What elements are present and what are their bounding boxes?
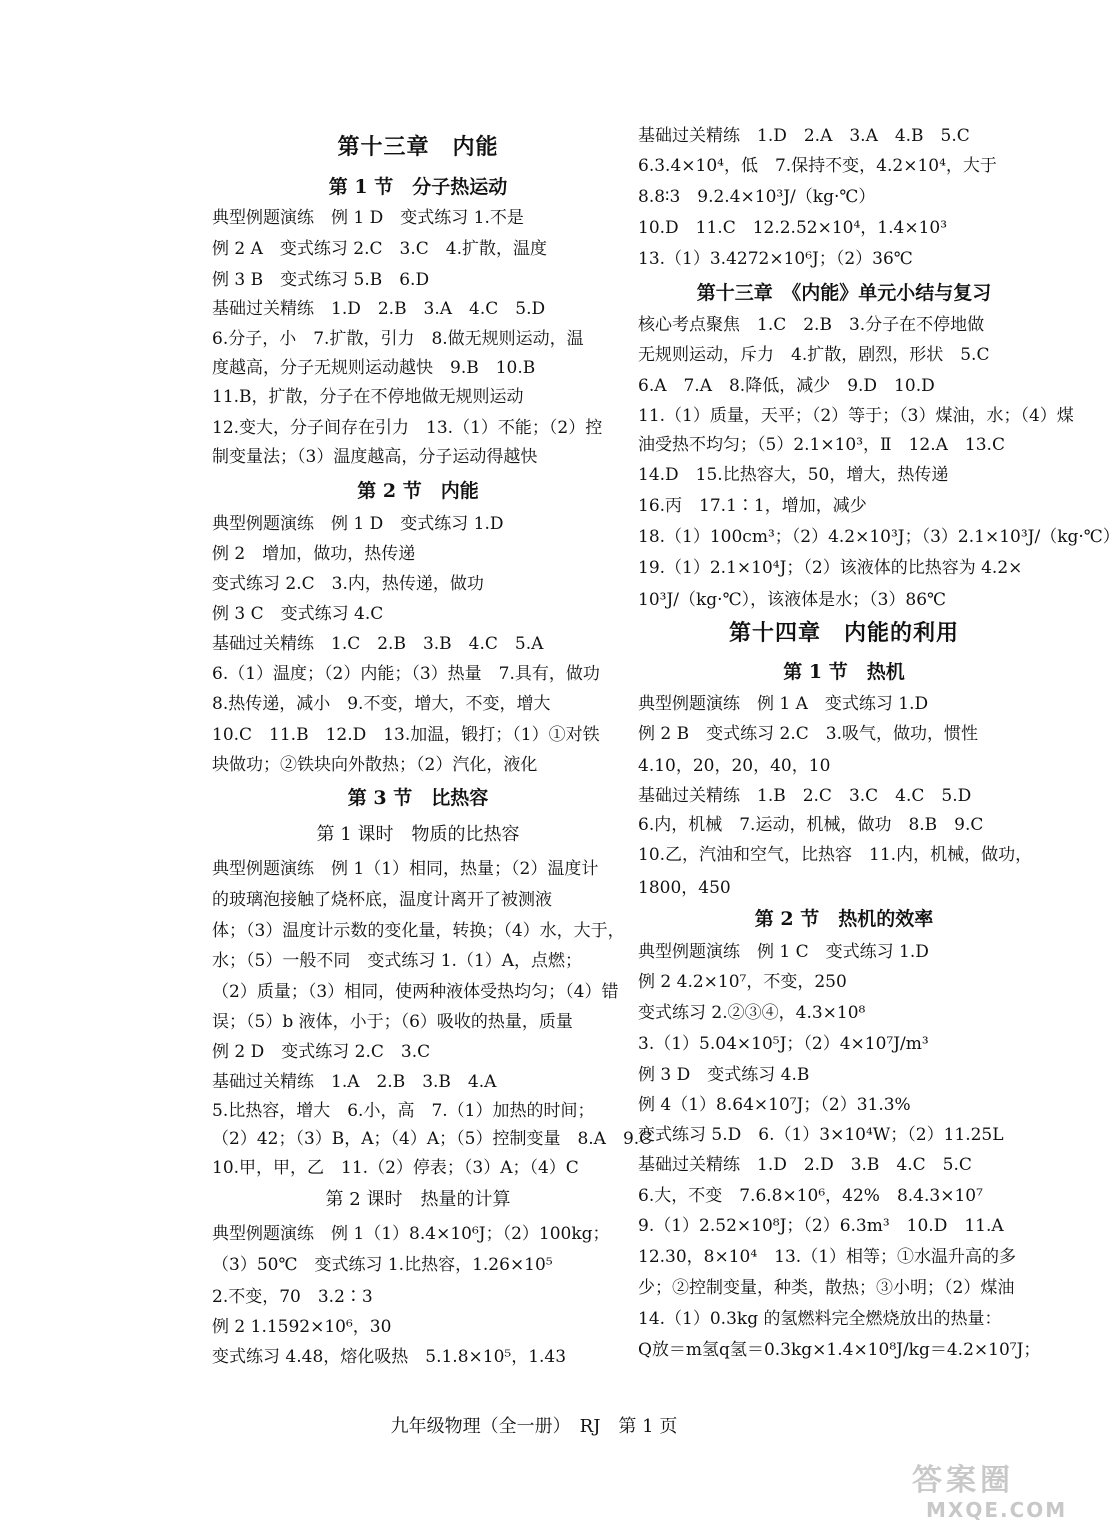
answer-line: 例 4（1）8.64×10⁷J；（2）31.3% <box>638 1095 911 1115</box>
answer-line: 例 2 增加，做功，热传递 <box>212 544 416 564</box>
answer-line: 18.（1）100cm³；（2）4.2×10³J；（3）2.1×10³J/（kg·℃） <box>638 527 1120 547</box>
answer-line: 典型例题演练 例 1（1）8.4×10⁶J；（2）100kg； <box>212 1224 610 1244</box>
answer-line: 10³J/（kg·℃），该液体是水；（3）86℃ <box>638 590 947 610</box>
answer-line: 变式练习 2.C 3.内，热传递，做功 <box>212 574 484 594</box>
answer-line: 误；（5）b 液体，小于；（6）吸收的热量，质量 <box>212 1012 573 1032</box>
answer-line: 典型例题演练 例 1 D 变式练习 1.D <box>212 514 504 534</box>
answer-line: （3）50℃ 变式练习 1.比热容，1.26×10⁵ <box>212 1255 553 1275</box>
answer-line: 10.C 11.B 12.D 13.加温，锻打；（1）①对铁 <box>212 725 600 745</box>
answer-line: 典型例题演练 例 1 D 变式练习 1.不是 <box>212 208 524 228</box>
answer-line: 9.（1）2.52×10⁸J；（2）6.3m³ 10.D 11.A <box>638 1216 1004 1236</box>
answer-line: （2）42；（3）B，A；（4）A；（5）控制变量 8.A 9.C <box>212 1129 653 1149</box>
answer-line: 典型例题演练 例 1 A 变式练习 1.D <box>638 694 929 714</box>
answer-line: 基础过关精练 1.D 2.D 3.B 4.C 5.C <box>638 1155 972 1175</box>
lesson-1-title: 第 1 课时 物质的比热容 <box>316 824 520 845</box>
answer-line: 变式练习 2.②③④，4.3×10⁸ <box>638 1003 866 1023</box>
answer-line: 例 2 4.2×10⁷，不变，250 <box>638 972 847 992</box>
lesson-2-title: 第 2 课时 热量的计算 <box>325 1189 511 1210</box>
chapter-14-title: 第十四章 内能的利用 <box>728 620 959 646</box>
answer-line: 8.热传递，减小 9.不变，增大，不变，增大 <box>212 694 551 714</box>
answer-line: 1800，450 <box>638 878 731 898</box>
watermark-text: 答案圈 <box>912 1463 1014 1498</box>
answer-line: 8.8∶3 9.2.4×10³J/（kg·℃） <box>638 187 876 207</box>
answer-line: 10.D 11.C 12.2.52×10⁴，1.4×10³ <box>638 218 948 238</box>
answer-line: 油受热不均匀；（5）2.1×10³，Ⅱ 12.A 13.C <box>638 435 1005 455</box>
answer-line: 6.大，不变 7.6.8×10⁶，42% 8.4.3×10⁷ <box>638 1186 983 1206</box>
answer-line: 10.甲，甲，乙 11.（2）停表；（3）A；（4）C <box>212 1158 579 1178</box>
answer-line: 体；（3）温度计示数的变化量，转换；（4）水，大于， <box>212 921 625 941</box>
answer-line: 基础过关精练 1.C 2.B 3.B 4.C 5.A <box>212 634 544 654</box>
answer-line: 的玻璃泡接触了烧杯底，温度计离开了被测液 <box>212 890 552 910</box>
answer-line: 度越高，分子无规则运动越快 9.B 10.B <box>212 358 536 378</box>
answer-line: 基础过关精练 1.B 2.C 3.C 4.C 5.D <box>638 786 972 806</box>
answer-line: 少；②控制变量，种类，散热；③小明；（2）煤油 <box>638 1278 1015 1298</box>
answer-line: 典型例题演练 例 1 C 变式练习 1.D <box>638 942 929 962</box>
answer-line: 例 3 C 变式练习 4.C <box>212 604 384 624</box>
chapter-13-review-title: 第十三章 《内能》单元小结与复习 <box>696 282 992 304</box>
answer-line: 6.分子，小 7.扩散，引力 8.做无规则运动，温 <box>212 329 584 349</box>
answer-line: Q放＝m氢q氢＝0.3kg×1.4×10⁸J/kg＝4.2×10⁷J； <box>638 1340 1041 1360</box>
answer-line: 10.乙，汽油和空气，比热容 11.内，机械，做功， <box>638 845 1033 865</box>
answer-line: 基础过关精练 1.A 2.B 3.B 4.A <box>212 1072 497 1092</box>
answer-line: （2）质量；（3）相同，使两种液体受热均匀；（4）错 <box>212 982 619 1002</box>
c14-section-2-title: 第 2 节 热机的效率 <box>754 908 934 930</box>
answer-line: 14.D 15.比热容大，50，增大，热传递 <box>638 465 949 485</box>
c14-section-1-title: 第 1 节 热机 <box>783 661 905 683</box>
answer-line: 6.3.4×10⁴，低 7.保持不变，4.2×10⁴，大于 <box>638 156 997 176</box>
section-2-title: 第 2 节 内能 <box>357 480 479 502</box>
answer-line: 3.（1）5.04×10⁵J；（2）4×10⁷J/m³ <box>638 1034 929 1054</box>
section-1-title: 第 1 节 分子热运动 <box>328 176 508 198</box>
answer-line: 6.A 7.A 8.降低，减少 9.D 10.D <box>638 376 935 396</box>
answer-line: 例 3 D 变式练习 4.B <box>638 1065 810 1085</box>
answer-line: 12.30，8×10⁴ 13.（1）相等；①水温升高的多 <box>638 1247 1017 1267</box>
answer-line: 变式练习 5.D 6.（1）3×10⁴W；（2）11.25L <box>638 1125 1004 1145</box>
answer-line: 5.比热容，增大 6.小，高 7.（1）加热的时间； <box>212 1101 595 1121</box>
answer-line: 制变量法；（3）温度越高，分子运动得越快 <box>212 447 538 467</box>
answer-line: 例 3 B 变式练习 5.B 6.D <box>212 270 430 290</box>
answer-line: 14.（1）0.3kg 的氢燃料完全燃烧放出的热量： <box>638 1309 1002 1329</box>
answer-line: 例 2 B 变式练习 2.C 3.吸气，做功，惯性 <box>638 724 978 744</box>
answer-line: 例 2 A 变式练习 2.C 3.C 4.扩散，温度 <box>212 239 547 259</box>
watermark-logo <box>912 1463 1068 1528</box>
answer-line: 13.（1）3.4272×10⁶J；（2）36℃ <box>638 249 913 269</box>
answer-line: 11.B，扩散，分子在不停地做无规则运动 <box>212 387 524 407</box>
answer-line: 4.10，20，20，40，10 <box>638 756 831 776</box>
answer-line: 19.（1）2.1×10⁴J；（2）该液体的比热容为 4.2× <box>638 558 1023 578</box>
answer-line: 例 2 1.1592×10⁶，30 <box>212 1317 392 1337</box>
answer-line: 11.（1）质量，天平；（2）等于；（3）煤油，水；（4）煤 <box>638 406 1074 426</box>
answer-line: 例 2 D 变式练习 2.C 3.C <box>212 1042 431 1062</box>
answer-line: 变式练习 4.48，熔化吸热 5.1.8×10⁵，1.43 <box>212 1347 567 1367</box>
answer-line: 典型例题演练 例 1（1）相同，热量；（2）温度计 <box>212 859 599 879</box>
answer-line: 水；（5）一般不同 变式练习 1.（1）A，点燃； <box>212 951 583 971</box>
answer-line: 12.变大，分子间存在引力 13.（1）不能；（2）控 <box>212 418 603 438</box>
answer-line: 6.（1）温度；（2）内能；（3）热量 7.具有，做功 <box>212 664 600 684</box>
page-footer: 九年级物理（全一册） RJ 第 1 页 <box>390 1416 678 1437</box>
answer-line: 2.不变，70 3.2∶3 <box>212 1287 373 1307</box>
answer-line: 16.丙 17.1∶1，增加，减少 <box>638 496 867 516</box>
watermark-url: MXQE.COM <box>926 1498 1068 1522</box>
chapter-13-title: 第十三章 内能 <box>337 134 499 160</box>
answer-line: 无规则运动，斥力 4.扩散，剧烈，形状 5.C <box>638 345 990 365</box>
answer-line: 6.内，机械 7.运动，机械，做功 8.B 9.C <box>638 815 984 835</box>
answer-line: 块做功；②铁块向外散热；（2）汽化，液化 <box>212 755 538 775</box>
answer-line: 基础过关精练 1.D 2.A 3.A 4.B 5.C <box>638 126 970 146</box>
answer-line: 基础过关精练 1.D 2.B 3.A 4.C 5.D <box>212 299 546 319</box>
answer-line: 核心考点聚焦 1.C 2.B 3.分子在不停地做 <box>638 315 985 335</box>
section-3-title: 第 3 节 比热容 <box>347 787 489 809</box>
